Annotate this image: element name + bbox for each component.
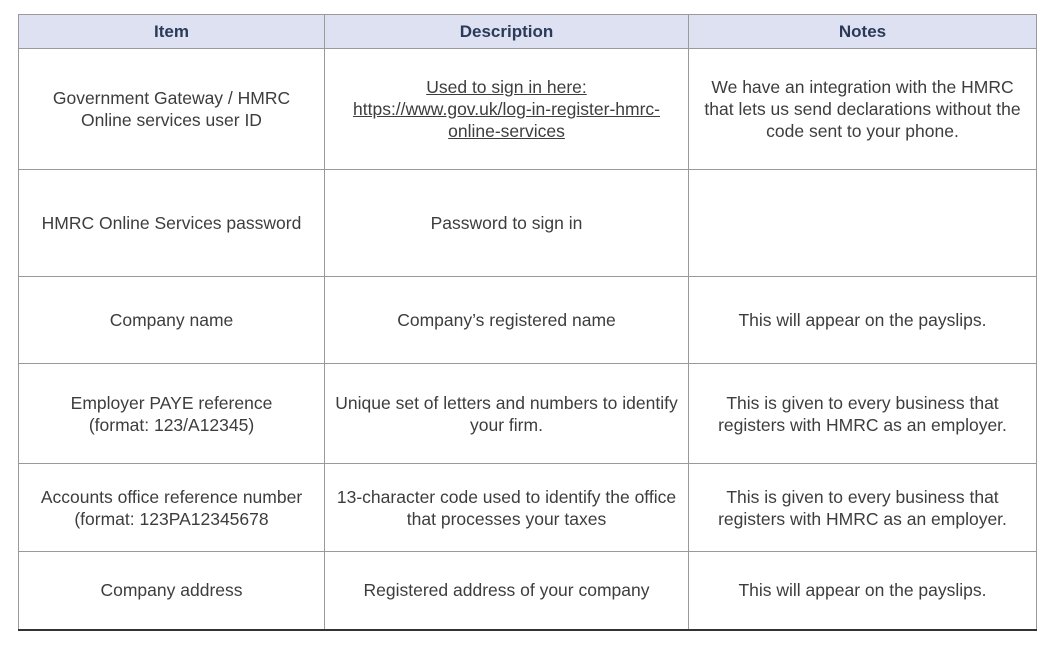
cell-item: HMRC Online Services password: [19, 170, 325, 277]
sign-in-link[interactable]: [353, 77, 660, 141]
item-format: (format: 123/A12345): [88, 414, 255, 435]
cell-item: Company address: [19, 552, 325, 630]
cell-item: [19, 364, 325, 464]
cell-description: [325, 49, 689, 170]
header-notes: Notes: [689, 15, 1037, 49]
credentials-table: [18, 14, 1037, 631]
table-row: [19, 170, 1037, 277]
cell-notes: [689, 170, 1037, 277]
cell-description: Password to sign in: [325, 170, 689, 277]
table-header-row: [19, 15, 1037, 49]
table-row: [19, 364, 1037, 464]
cell-item: [19, 464, 325, 552]
table-row: [19, 49, 1037, 170]
header-description: Description: [325, 15, 689, 49]
cell-description: 13-character code used to identify the office that processes your taxes: [325, 464, 689, 552]
header-item: Item: [19, 15, 325, 49]
item-name: Accounts office reference number: [40, 486, 303, 507]
cell-description: Registered address of your company: [325, 552, 689, 630]
cell-notes: This is given to every business that registers with HMRC as an employer.: [689, 464, 1037, 552]
cell-item: Company name: [19, 277, 325, 364]
cell-notes: This will appear on the payslips.: [689, 552, 1037, 630]
sign-in-link-url: https://www.gov.uk/log-in-register-hmrc-online-services: [353, 99, 660, 141]
item-format: (format: 123PA12345678: [74, 508, 269, 529]
table-container: [18, 14, 1036, 631]
table-row: [19, 552, 1037, 630]
table-row: [19, 277, 1037, 364]
cell-notes: We have an integration with the HMRC that lets us send declarations without the code sent to your phone.: [689, 49, 1037, 170]
item-name: Employer PAYE reference: [70, 392, 273, 413]
cell-description: Unique set of letters and numbers to identify your firm.: [325, 364, 689, 464]
sign-in-link-text: Used to sign in here:: [426, 77, 587, 97]
cell-notes: This is given to every business that registers with HMRC as an employer.: [689, 364, 1037, 464]
table-row: [19, 464, 1037, 552]
cell-notes: This will appear on the payslips.: [689, 277, 1037, 364]
cell-description: Company’s registered name: [325, 277, 689, 364]
cell-item: Government Gateway / HMRC Online services user ID: [19, 49, 325, 170]
